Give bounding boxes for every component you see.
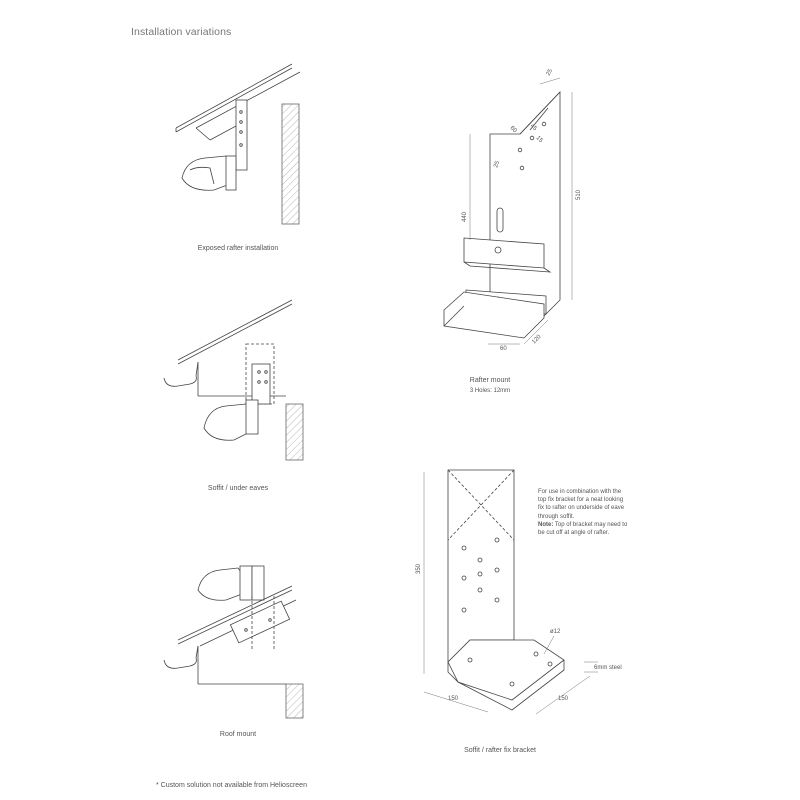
dim-steel-thickness: 6mm steel (594, 665, 622, 671)
dim-510: 510 (576, 189, 582, 200)
note-line-6: be cut off at angle of rafter. (538, 530, 610, 537)
dim-150-right: 150 (558, 696, 569, 702)
dim-25-top: 25 (545, 68, 555, 77)
dim-45: 45 (528, 123, 538, 133)
caption-rafter-mount-holes: 3 Holes: 12mm (469, 388, 511, 394)
caption-rafter-mount: Rafter mount (469, 377, 511, 384)
dim-350: 350 (416, 563, 422, 574)
note-line-2: top fix bracket for a neat looking (538, 497, 624, 504)
dim-60-angle: 60 (508, 125, 518, 135)
dim-120: 120 (531, 334, 543, 346)
soffit-under-eaves-drawing (164, 300, 303, 460)
dim-25-side: 25 (493, 160, 502, 169)
dim-15: 15 (534, 135, 544, 145)
note-text: Top of bracket may need to (553, 521, 628, 528)
caption-soffit-under-eaves: Soffit / under eaves (207, 485, 269, 492)
dim-440: 440 (462, 211, 468, 222)
note-line-4: through soffit. (538, 513, 575, 520)
roof-mount-drawing (164, 566, 303, 718)
caption-exposed-rafter: Exposed rafter installation (197, 245, 279, 252)
footnote: * Custom solution not available from Helioscreen (156, 782, 307, 789)
page-heading: Installation variations (131, 26, 232, 38)
caption-soffit-bracket: Soffit / rafter fix bracket (464, 747, 536, 754)
note-line-3: fix to rafter on underside of eave (538, 505, 625, 512)
rafter-mount-drawing (444, 78, 572, 344)
dim-150-left: 150 (448, 696, 459, 702)
note-line-1: For use in combination with the (538, 489, 622, 495)
exposed-rafter-drawing (176, 64, 300, 224)
soffit-bracket-note (538, 488, 653, 537)
caption-roof-mount: Roof mount (219, 731, 257, 738)
dim-hole-diameter: ø12 (550, 629, 561, 635)
note-label: Note: (538, 521, 554, 528)
dim-60-base: 60 (500, 346, 507, 352)
note-line-5 (538, 521, 653, 529)
